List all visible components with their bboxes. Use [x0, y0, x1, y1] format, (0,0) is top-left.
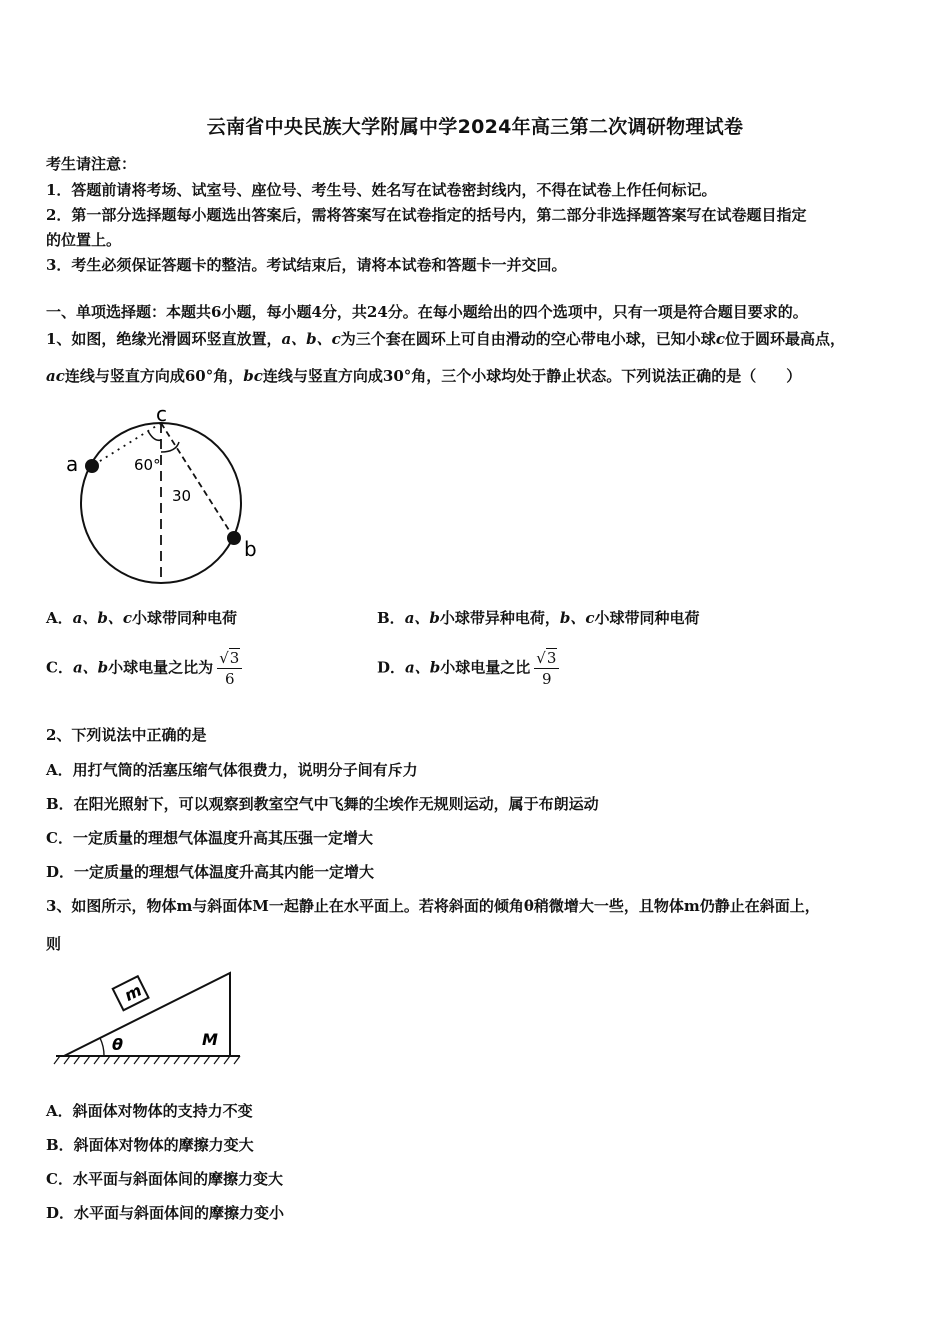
- question-3-stem-line2: 则: [46, 935, 62, 953]
- incline-diagram: [50, 965, 250, 1070]
- q2-option-b: B．在阳光照射下，可以观察到教室空气中飞舞的尘埃作无规则运动，属于布朗运动: [46, 795, 599, 813]
- notice-item: 1．答题前请将考场、试室号、座位号、考生号、姓名写在试卷密封线内，不得在试卷上作任何标记。: [46, 181, 717, 199]
- label-M: M: [202, 1030, 218, 1049]
- question-1-stem-line1: 1、如图，绝缘光滑圆环竖直放置，a、b、c为三个套在圆环上可自由滑动的空心带电小球，已知小球c位于圆环最高点，: [46, 330, 845, 348]
- q3-option-d: D．水平面与斜面体间的摩擦力变小: [46, 1204, 285, 1222]
- q2-option-c: C．一定质量的理想气体温度升高其压强一定增大: [46, 829, 373, 847]
- label-b: b: [244, 537, 257, 561]
- angle-60-label: 60°: [134, 456, 161, 474]
- section-heading: 一、单项选择题：本题共6小题，每小题4分，共24分。在每小题给出的四个选项中，只有一项是符合题目要求的。: [46, 303, 808, 321]
- q3-option-a: A．斜面体对物体的支持力不变: [46, 1102, 253, 1120]
- angle-60-arc: [148, 431, 161, 440]
- label-c: c: [156, 402, 167, 426]
- notice-item: 3．考生必须保证答题卡的整洁。考试结束后，请将本试卷和答题卡一并交回。: [46, 256, 567, 274]
- q3-option-b: B．斜面体对物体的摩擦力变大: [46, 1136, 254, 1154]
- q1-option-c: C．a、b小球电量之比为 $\frac{√3}{6}$: [46, 648, 242, 689]
- q2-option-a: A．用打气筒的活塞压缩气体很费力，说明分子间有斥力: [46, 761, 418, 779]
- ball-a: [85, 459, 99, 473]
- label-m: m: [121, 980, 145, 1005]
- question-1-stem-line2: ac连线与竖直方向成60°角，bc连线与竖直方向成30°角，三个小球均处于静止状态。下列说法正确的是（ ）: [46, 367, 802, 385]
- ball-b: [227, 531, 241, 545]
- ring-diagram: [60, 400, 280, 595]
- bc-line: [161, 423, 234, 538]
- label-a: a: [66, 452, 79, 476]
- fraction-c: $\frac{√3}{6}$: [217, 648, 242, 689]
- question-2-stem: 2、下列说法中正确的是: [46, 726, 207, 744]
- angle-30-label: 30: [172, 487, 192, 505]
- q3-option-c: C．水平面与斜面体间的摩擦力变大: [46, 1170, 283, 1188]
- notice-item: 的位置上。: [46, 231, 122, 249]
- fraction-d: $\frac{√3}{9}$: [534, 648, 559, 689]
- angle-30-arc: [161, 442, 179, 452]
- q1-option-b: B．a、b小球带异种电荷，b、c小球带同种电荷: [377, 609, 700, 627]
- question-3-stem-line1: 3、如图所示，物体m与斜面体M一起静止在水平面上。若将斜面的倾角θ稍微增大一些，且物体m仍静止在斜面上，: [46, 897, 820, 915]
- notice-heading: 考生请注意：: [46, 155, 137, 173]
- page-title: 云南省中央民族大学附属中学2024年高三第二次调研物理试卷: [206, 116, 744, 138]
- theta-arc: [100, 1038, 104, 1056]
- block-m: [113, 976, 149, 1010]
- notice-item: 2．第一部分选择题每小题选出答案后，需将答案写在试卷指定的括号内，第二部分非选择题答案写在试卷题目指定: [46, 206, 807, 224]
- q1-option-d: D．a、b小球电量之比 $\frac{√3}{9}$: [377, 648, 559, 689]
- label-theta: θ: [112, 1035, 123, 1054]
- q1-option-a: A．a、b、c小球带同种电荷: [46, 609, 237, 627]
- ground-hatching: [54, 1056, 240, 1064]
- q2-option-d: D．一定质量的理想气体温度升高其内能一定增大: [46, 863, 375, 881]
